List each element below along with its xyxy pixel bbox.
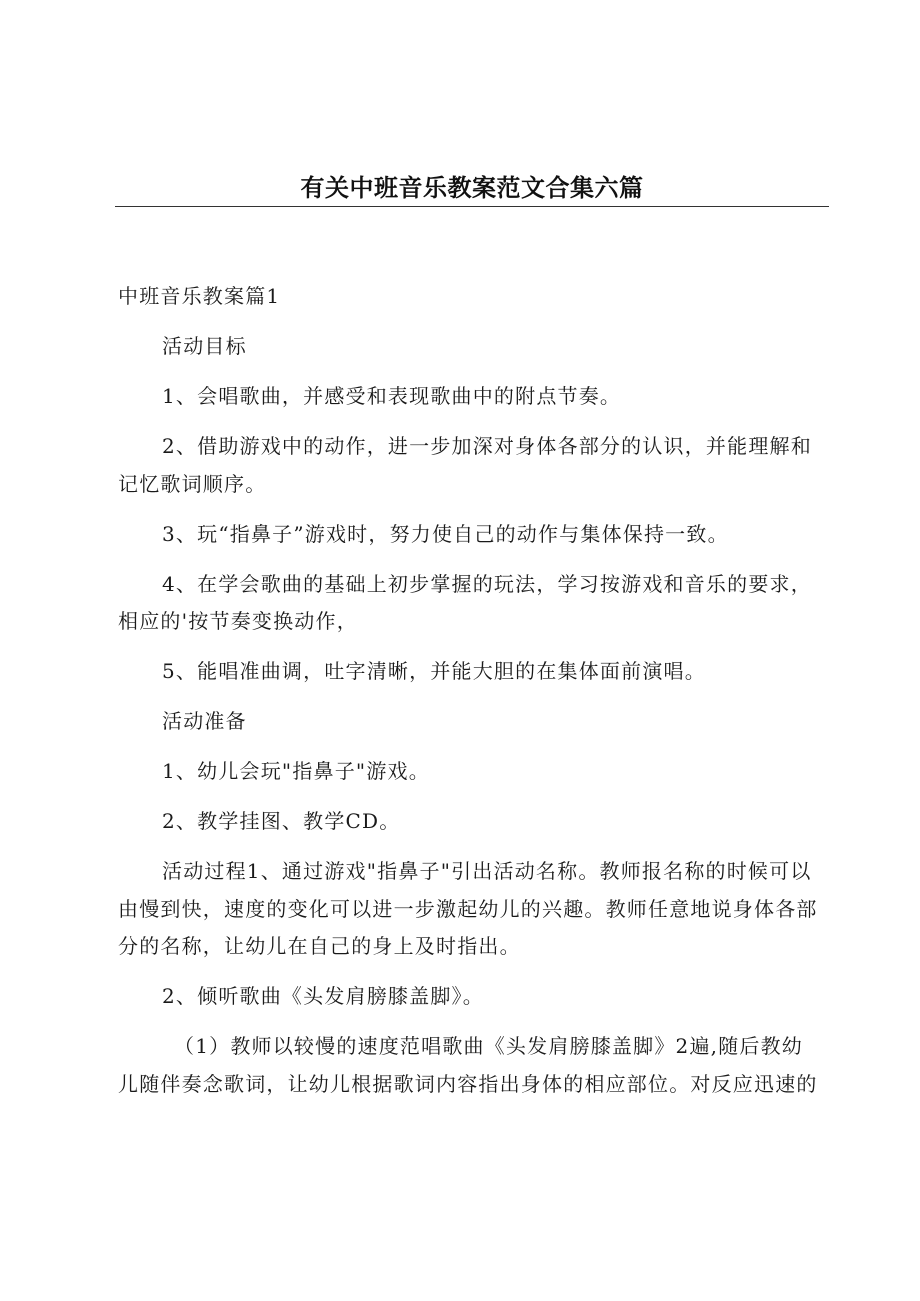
- paragraph-line: 3、玩“指鼻子”游戏时，努力使自己的动作与集体保持一致。: [162, 521, 729, 546]
- paragraph-line: 由慢到快，速度的变化可以进一步激起幼儿的兴趣。教师任意地说身体各部: [118, 896, 818, 921]
- paragraph-line: 活动目标: [162, 334, 247, 358]
- paragraph-line: 2、教学挂图、教学CD。: [162, 809, 401, 833]
- paragraph-line: 2、借助游戏中的动作，进一步加深对身体各部分的认识，并能理解和: [162, 434, 812, 458]
- section-heading: 中班音乐教案篇1: [118, 284, 281, 308]
- paragraph-line: 活动准备: [162, 709, 247, 733]
- document-title: 有关中班音乐教案范文合集六篇: [300, 174, 644, 202]
- paragraph-line: 5、能唱准曲调，吐字清晰，并能大胆的在集体面前演唱。: [162, 659, 706, 683]
- paragraph-line: 4、在学会歌曲的基础上初步掌握的玩法，学习按游戏和音乐的要求，: [162, 571, 812, 596]
- paragraph-line: 相应的'按节奏变换动作，: [118, 609, 358, 633]
- document-body: [118, 278, 830, 1103]
- paragraph-line: 1、幼儿会玩"指鼻子"游戏。: [162, 759, 430, 783]
- paragraph-line: （1）教师以较慢的速度范唱歌曲《头发肩膀膝盖脚》2遍,随后教幼: [174, 1034, 804, 1058]
- title-underline: [115, 206, 829, 207]
- paragraph-line: 分的名称，让幼儿在自己的身上及时指出。: [118, 934, 521, 958]
- paragraph-line: 活动过程1、通过游戏"指鼻子"引出活动名称。教师报名称的时候可以: [162, 859, 812, 883]
- paragraph-line: 儿随伴奏念歌词，让幼儿根据歌词内容指出身体的相应部位。对反应迅速的: [118, 1071, 818, 1096]
- paragraph-line: 记忆歌词顺序。: [118, 471, 267, 496]
- paragraph-line: 2、倾听歌曲《头发肩膀膝盖脚》。: [162, 984, 484, 1008]
- paragraph-line: 1、会唱歌曲，并感受和表现歌曲中的附点节奏。: [162, 384, 622, 408]
